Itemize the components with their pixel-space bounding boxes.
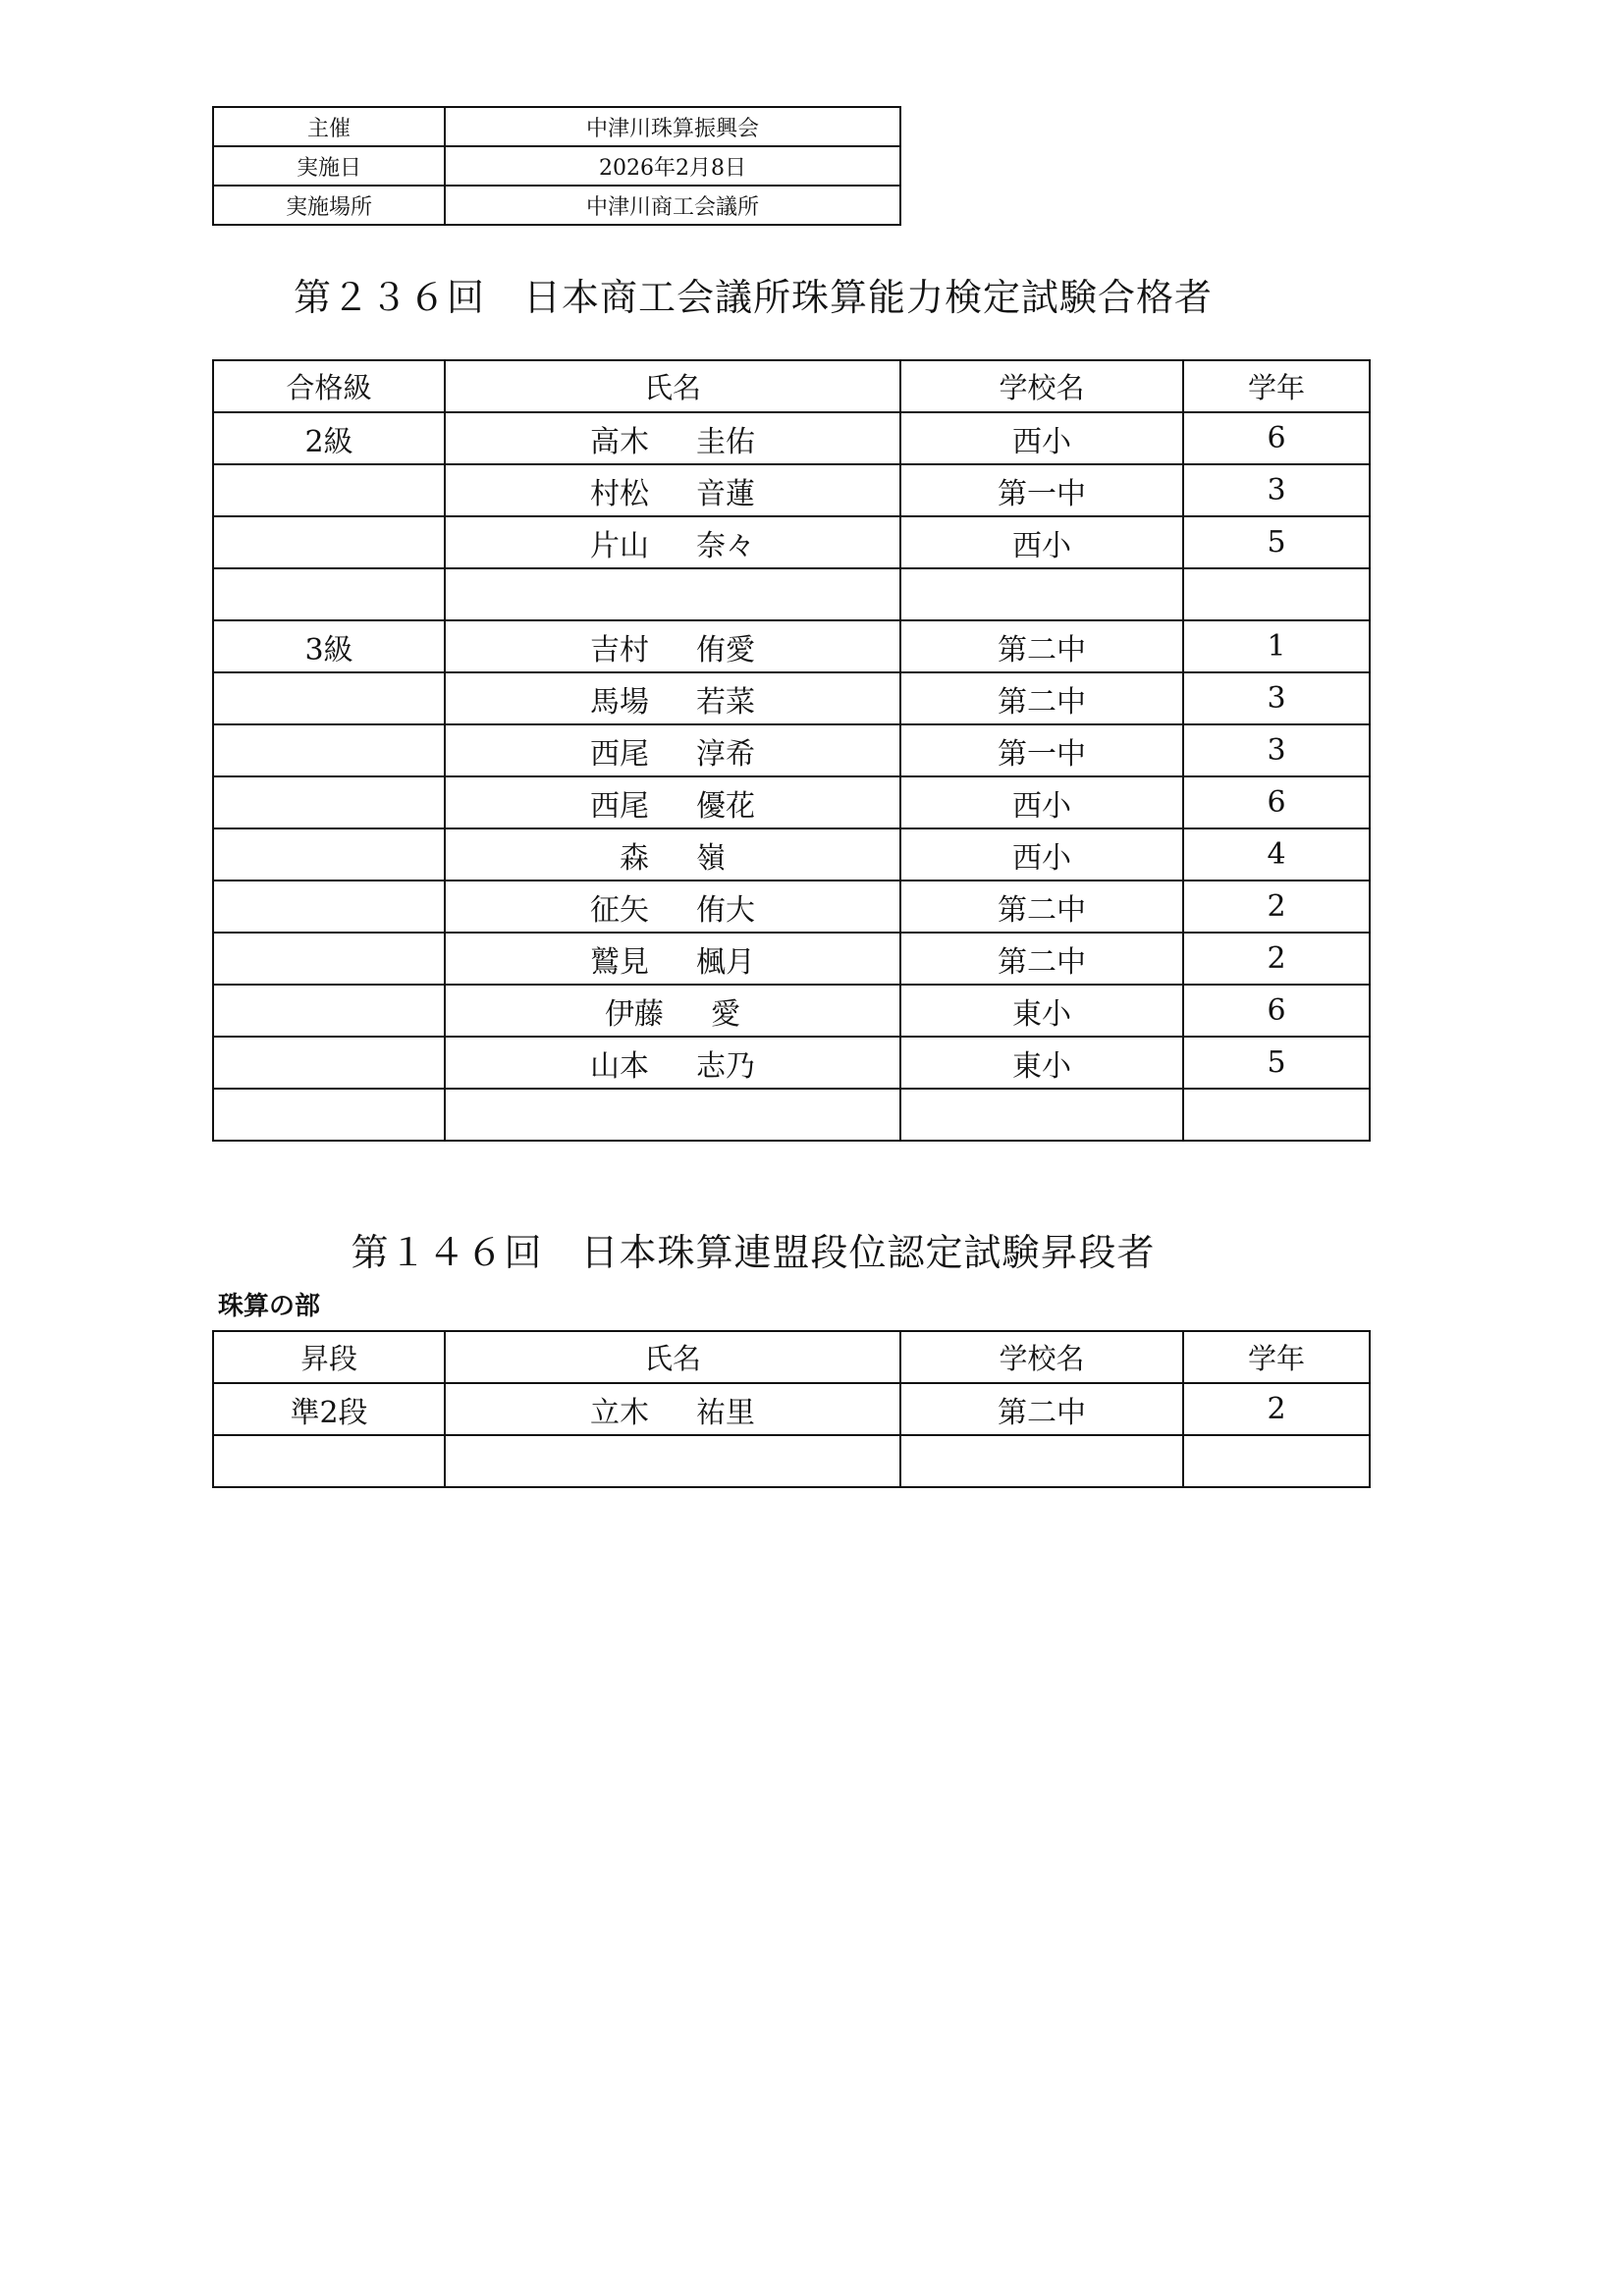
given-name: 奈々 xyxy=(696,528,755,563)
given-name: 侑愛 xyxy=(696,632,755,667)
year-cell: 1 xyxy=(1183,620,1370,672)
given-name: 若菜 xyxy=(696,684,755,720)
school-cell: 第二中 xyxy=(900,672,1183,724)
name-cell xyxy=(445,620,900,672)
section2-title: 第１４６回 日本珠算連盟段位認定試験昇段者 xyxy=(351,1231,1156,1274)
name-cell xyxy=(445,881,900,933)
header-school: 学校名 xyxy=(900,1331,1183,1383)
year-cell: 5 xyxy=(1183,1037,1370,1089)
table-row xyxy=(213,881,1370,933)
year-cell: 6 xyxy=(1183,985,1370,1037)
header-grade: 昇段 xyxy=(213,1331,445,1383)
given-name: 淳希 xyxy=(696,736,755,772)
table-row xyxy=(213,516,1370,568)
info-label: 実施場所 xyxy=(213,186,445,225)
name-cell xyxy=(445,828,900,881)
name-cell xyxy=(445,568,900,620)
grade-cell xyxy=(213,776,445,828)
grade-cell xyxy=(213,724,445,776)
table-row xyxy=(213,672,1370,724)
table-row xyxy=(213,1037,1370,1089)
promotion-list-table xyxy=(212,1330,1371,1488)
year-cell xyxy=(1183,1435,1370,1487)
surname: 片山 xyxy=(590,528,649,563)
table-row xyxy=(213,1435,1370,1487)
pass-list-table xyxy=(212,359,1371,1142)
grade-cell xyxy=(213,516,445,568)
table-header-row xyxy=(213,360,1370,412)
school-cell: 第二中 xyxy=(900,881,1183,933)
header-name: 氏名 xyxy=(445,1331,900,1383)
grade-cell xyxy=(213,1435,445,1487)
info-row-organizer xyxy=(213,107,900,146)
grade-cell xyxy=(213,672,445,724)
table-row xyxy=(213,620,1370,672)
info-value: 2026年2月8日 xyxy=(445,146,900,186)
year-cell: 5 xyxy=(1183,516,1370,568)
year-cell: 2 xyxy=(1183,881,1370,933)
school-cell xyxy=(900,1435,1183,1487)
school-cell: 第二中 xyxy=(900,1383,1183,1435)
name-cell xyxy=(445,724,900,776)
table-row xyxy=(213,828,1370,881)
grade-cell xyxy=(213,464,445,516)
school-cell xyxy=(900,568,1183,620)
name-cell xyxy=(445,412,900,464)
table-row xyxy=(213,464,1370,516)
table-row xyxy=(213,776,1370,828)
year-cell: 3 xyxy=(1183,724,1370,776)
school-cell: 西小 xyxy=(900,412,1183,464)
table-row xyxy=(213,724,1370,776)
year-cell: 4 xyxy=(1183,828,1370,881)
section1-title: 第２３６回 日本商工会議所珠算能力検定試験合格者 xyxy=(293,276,1213,319)
surname: 山本 xyxy=(590,1048,649,1084)
year-cell: 2 xyxy=(1183,933,1370,985)
surname: 森 xyxy=(620,840,649,876)
given-name: 音蓮 xyxy=(696,476,755,511)
info-row-date xyxy=(213,146,900,186)
grade-cell xyxy=(213,1089,445,1141)
surname: 鷲見 xyxy=(590,944,649,980)
year-cell xyxy=(1183,1089,1370,1141)
event-info-table xyxy=(212,106,901,226)
table-row xyxy=(213,568,1370,620)
table-row xyxy=(213,412,1370,464)
table-row xyxy=(213,1089,1370,1141)
given-name: 祐里 xyxy=(696,1395,755,1430)
year-cell: 2 xyxy=(1183,1383,1370,1435)
surname: 村松 xyxy=(590,476,649,511)
grade-cell xyxy=(213,1037,445,1089)
year-cell: 6 xyxy=(1183,776,1370,828)
surname: 征矢 xyxy=(590,892,649,928)
grade-cell: 3級 xyxy=(213,620,445,672)
school-cell: 第二中 xyxy=(900,620,1183,672)
name-cell xyxy=(445,672,900,724)
name-cell xyxy=(445,1037,900,1089)
info-label: 主催 xyxy=(213,107,445,146)
given-name: 圭佑 xyxy=(696,424,755,459)
grade-cell xyxy=(213,881,445,933)
school-cell: 第二中 xyxy=(900,933,1183,985)
school-cell: 東小 xyxy=(900,985,1183,1037)
header-year: 学年 xyxy=(1183,1331,1370,1383)
name-cell xyxy=(445,464,900,516)
given-name: 愛 xyxy=(711,996,740,1032)
year-cell: 6 xyxy=(1183,412,1370,464)
grade-cell xyxy=(213,985,445,1037)
given-name: 志乃 xyxy=(696,1048,755,1084)
table-row xyxy=(213,985,1370,1037)
info-label: 実施日 xyxy=(213,146,445,186)
year-cell xyxy=(1183,568,1370,620)
grade-cell xyxy=(213,568,445,620)
grade-cell xyxy=(213,933,445,985)
table-header-row xyxy=(213,1331,1370,1383)
table-row xyxy=(213,1383,1370,1435)
year-cell: 3 xyxy=(1183,464,1370,516)
school-cell xyxy=(900,1089,1183,1141)
header-grade: 合格級 xyxy=(213,360,445,412)
surname: 馬場 xyxy=(590,684,649,720)
grade-cell: 2級 xyxy=(213,412,445,464)
school-cell: 東小 xyxy=(900,1037,1183,1089)
name-cell xyxy=(445,1089,900,1141)
name-cell xyxy=(445,985,900,1037)
name-cell xyxy=(445,516,900,568)
info-row-venue xyxy=(213,186,900,225)
info-value: 中津川商工会議所 xyxy=(445,186,900,225)
surname: 伊藤 xyxy=(605,996,664,1032)
given-name: 侑大 xyxy=(696,892,755,928)
section2-subheading: 珠算の部 xyxy=(218,1292,321,1321)
surname: 高木 xyxy=(590,424,649,459)
given-name: 優花 xyxy=(696,788,755,824)
header-year: 学年 xyxy=(1183,360,1370,412)
surname: 西尾 xyxy=(590,788,649,824)
grade-cell xyxy=(213,828,445,881)
table-row xyxy=(213,933,1370,985)
name-cell xyxy=(445,776,900,828)
surname: 吉村 xyxy=(590,632,649,667)
surname: 立木 xyxy=(590,1395,649,1430)
given-name: 楓月 xyxy=(696,944,755,980)
name-cell xyxy=(445,1383,900,1435)
school-cell: 第一中 xyxy=(900,724,1183,776)
given-name: 嶺 xyxy=(696,840,726,876)
grade-cell: 準2段 xyxy=(213,1383,445,1435)
surname: 西尾 xyxy=(590,736,649,772)
header-name: 氏名 xyxy=(445,360,900,412)
name-cell xyxy=(445,933,900,985)
school-cell: 西小 xyxy=(900,776,1183,828)
school-cell: 第一中 xyxy=(900,464,1183,516)
school-cell: 西小 xyxy=(900,828,1183,881)
header-school: 学校名 xyxy=(900,360,1183,412)
info-value: 中津川珠算振興会 xyxy=(445,107,900,146)
school-cell: 西小 xyxy=(900,516,1183,568)
name-cell xyxy=(445,1435,900,1487)
year-cell: 3 xyxy=(1183,672,1370,724)
